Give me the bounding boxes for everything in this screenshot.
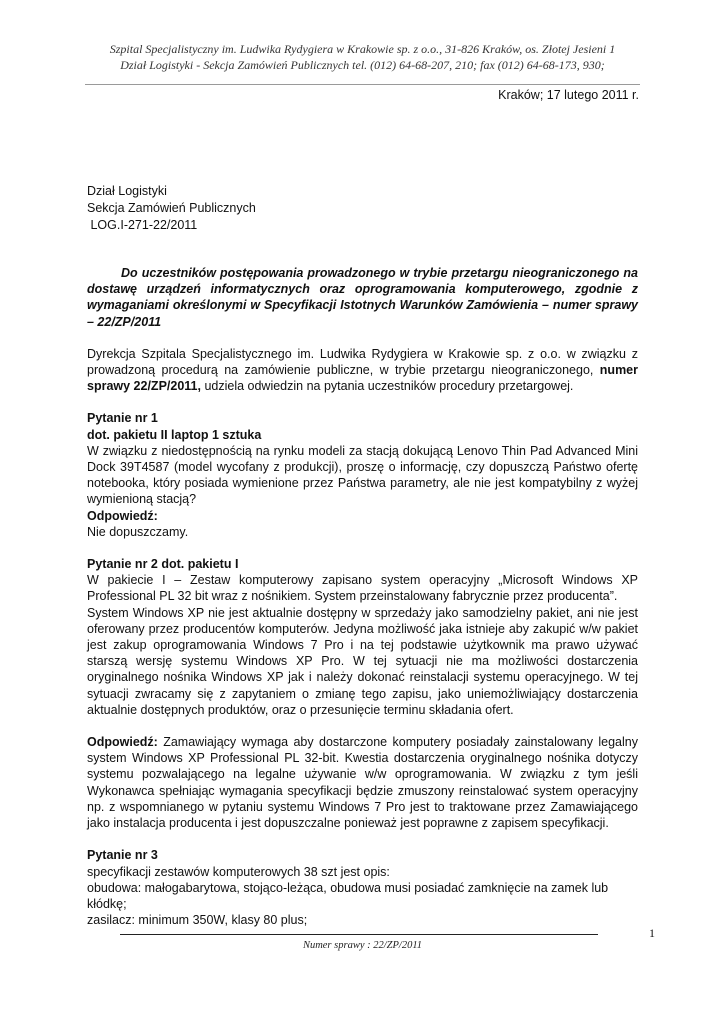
question-3 bbox=[87, 847, 638, 928]
question-2-text-1: W pakiecie I – Zestaw komputerowy zapisano system operacyjny „Microsoft Windows XP Professional PL 32 bit wraz z nośnikiem. System przeinstalowany fabrycznie przez producenta”. bbox=[87, 573, 638, 604]
intro-paragraph bbox=[87, 346, 638, 395]
question-3-line-3: zasilacz: minimum 350W, klasy 80 plus; bbox=[87, 913, 308, 928]
question-2-heading: Pytanie nr 2 dot. pakietu I bbox=[87, 557, 239, 572]
header-line-2: Dział Logistyki - Sekcja Zamówień Publicznych tel. (012) 64-68-207, 210; fax (012) 64-68-173, 930; bbox=[120, 58, 605, 72]
address-block bbox=[87, 183, 256, 234]
document-date: Kraków; 17 lutego 2011 r. bbox=[498, 88, 639, 102]
answer-1-text: Nie dopuszczamy. bbox=[87, 524, 189, 539]
question-1-text: W związku z niedostępnością na rynku modeli za stacją dokującą Lenovo Thin Pad Advanced Mini Dock 39T4587 (model wycofany z produkcji), proszę o informację, czy dopuszczą Państwo ofertę notebooka, który posiada wymienione przez Państwa parametry, ale nie jest kompatybilny z wyżej wymienioną stacją? bbox=[87, 443, 638, 507]
question-1-heading: Pytanie nr 1 bbox=[87, 411, 158, 426]
answer-2-label: Odpowiedź: bbox=[87, 735, 158, 750]
answer-2 bbox=[87, 734, 638, 831]
question-3-heading: Pytanie nr 3 bbox=[87, 848, 158, 863]
question-1-subheading: dot. pakietu II laptop 1 sztuka bbox=[87, 427, 262, 442]
address-dept: Dział Logistyki bbox=[87, 184, 167, 198]
footer-divider bbox=[120, 934, 598, 935]
address-ref: LOG.I-271-22/2011 bbox=[87, 218, 198, 232]
question-3-line-1: specyfikacji zestawów komputerowych 38 szt jest opis: bbox=[87, 864, 390, 879]
answer-1-label: Odpowiedź: bbox=[87, 508, 158, 523]
footer-case-number: Numer sprawy : 22/ZP/2011 bbox=[302, 940, 423, 951]
question-2-text-2: System Windows XP nie jest aktualnie dostępny w sprzedaży jako samodzielny pakiet, ani nie jest oferowany przez producentów komputerów. Jedyna możliwość jaka istnieje aby zakupić w/w pakiet jest zakup oprogramowania Windows 7 Pro i na tej podstawie użytkownik ma prawo używać starszą wersję systemu Windows XP Pro. W tej sytuacji nie ma możliwości dostarczenia oryginalnego nośnika Windows XP jak i należy dokonać reinstalacji systemu operacyjnego. W tej sytuacji zwracamy się z zapytaniem o zmianę tego zapisu, jako uniemożliwiający dostarczenia aktualnie dostępnych produktów, oraz o przesunięcie terminu składania ofert. bbox=[87, 605, 638, 717]
intro-text: Dyrekcja Szpitala Specjalistycznego im. Ludwika Rydygiera w Krakowie sp. z o.o. w związku z prowadzoną procedurą na zamówienie publiczne, w trybie przetargu nieograniczonego, bbox=[87, 346, 638, 378]
header-line-1: Szpital Specjalistyczny im. Ludwika Rydygiera w Krakowie sp. z o.o., 31-826 Kraków, os. Złotej Jesieni 1 bbox=[109, 42, 616, 56]
page-number: 1 bbox=[649, 926, 655, 940]
question-2 bbox=[87, 556, 638, 718]
intro-text-end: udziela odwiedzin na pytania uczestników procedury przetargowej. bbox=[200, 379, 574, 394]
answer-2-text: Zamawiający wymaga aby dostarczone komputery posiadały zainstalowany legalny system Windows XP Professional PL 32-bit. Kwestia dostarczenia oryginalnego nośnika dotyczy systemu pozwalającego na legalne używanie w/w oprogramowania. W związku z tym jeśli Wykonawca spełniając wymagania specyfikacji będzie zmuszony reinstalować system operacyjny np. z wspomnianego w pytaniu systemu Windows 7 Pro jest to traktowane przez Zamawiającego jako instalacja producenta i jest dopuszczalne ponieważ jest poprawne z zapisem specyfikacji. bbox=[87, 735, 638, 831]
address-section: Sekcja Zamówień Publicznych bbox=[87, 201, 256, 215]
header-divider bbox=[85, 84, 640, 85]
intro-case-number: numer sprawy 22/ZP/2011, bbox=[87, 363, 638, 394]
document-title: Do uczestników postępowania prowadzonego w trybie przetargu nieograniczonego na dostawę urządzeń informatycznych oraz oprogramowania komputerowego, zgodnie z wymaganiami określonymi w Specyfikacji Istotnych Warunków Zamówienia – numer sprawy – 22/ZP/2011 bbox=[87, 266, 638, 329]
question-1 bbox=[87, 410, 638, 540]
question-3-line-2: obudowa: małogabarytowa, stojąco-leżąca, obudowa musi posiadać zamknięcie na zamek lub kłódkę; bbox=[87, 880, 609, 911]
document-body bbox=[87, 265, 638, 928]
